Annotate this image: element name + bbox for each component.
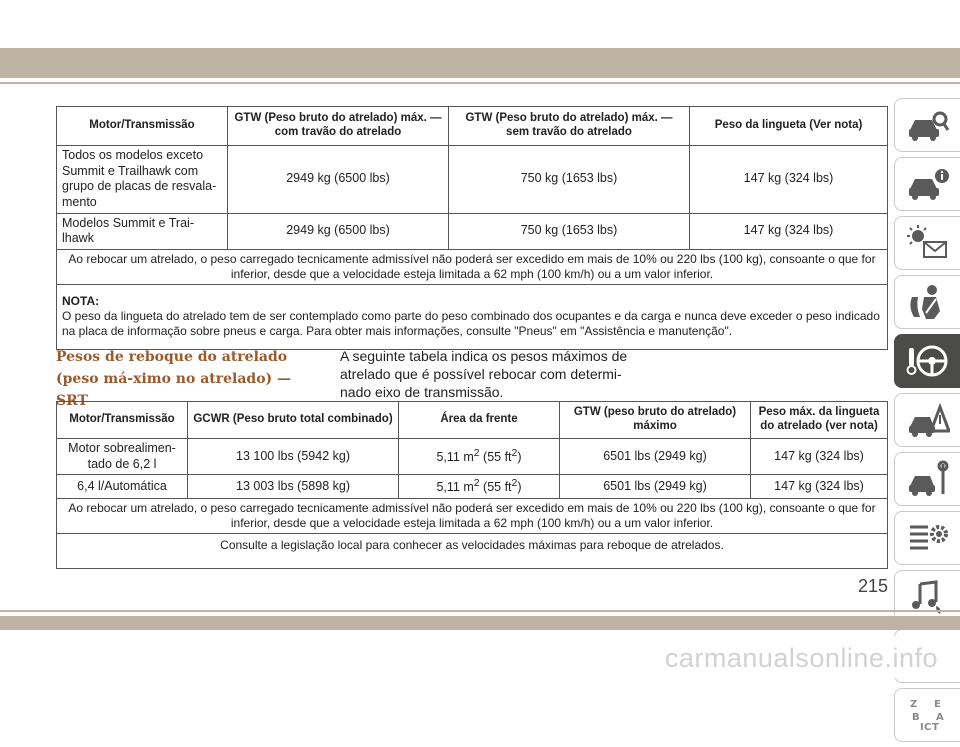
svg-text:C: C <box>923 722 931 733</box>
table-row <box>57 213 888 249</box>
cell-tongue: 147 kg (324 lbs) <box>690 213 888 249</box>
col-header-area: Área da frente <box>399 402 560 439</box>
area-metric: 5,11 m <box>436 450 474 465</box>
tab-warning-lights[interactable] <box>894 216 960 270</box>
area-imperial: (55 ft <box>483 480 512 495</box>
tab-service-maintenance[interactable] <box>894 452 960 506</box>
tab-vehicle-overview[interactable] <box>894 98 960 152</box>
tab-technical-specs[interactable] <box>894 511 960 565</box>
table-note: Ao rebocar um atrelado, o peso carregado tecnicamente admissível não poderá ser excedido em mais de 10% ou 220 lbs (100 kg), consoante o que for inferior, desde que a velocidade esteja limitada a 62 mph (100 km/h) ou a um valor inferior. <box>57 249 888 284</box>
cell-gcwr: 13 100 lbs (5942 kg) <box>188 439 399 475</box>
area-metric: 5,11 m <box>436 480 474 495</box>
table-note-row <box>57 499 888 534</box>
steering-wheel-key-icon <box>906 342 950 380</box>
cell-area <box>399 439 560 475</box>
car-wrench-icon <box>906 460 950 498</box>
cell-gtw: 6501 lbs (2949 kg) <box>560 439 751 475</box>
col-header-gtw: GTW (peso bruto do atrelado) máximo <box>560 402 751 439</box>
cell-motor: 6,4 l/Automática <box>57 475 188 499</box>
table-header-row <box>57 107 888 146</box>
table-note-row <box>57 249 888 284</box>
header-rule <box>0 82 960 84</box>
table-row <box>57 146 888 214</box>
col-header-gcwr: GCWR (Peso bruto total combinado) <box>188 402 399 439</box>
tab-vehicle-info[interactable] <box>894 157 960 211</box>
towing-table-1 <box>56 106 888 350</box>
col-header-tongue: Peso máx. da lingueta do atrelado (ver nota) <box>751 402 888 439</box>
nota-text: O peso da lingueta do atrelado tem de ser contemplado como parte do peso combinado dos ocupantes e da carga e nunca deve exceder o peso indicado na placa de informação sobre pneus e carga. Para obter mais informações, consulte "Pneus" em "Assistência e manutenção". <box>62 309 880 339</box>
superscript: 2 <box>473 478 480 490</box>
area-imperial: (55 ft <box>483 450 512 465</box>
cell-gtw: 6501 lbs (2949 kg) <box>560 475 751 499</box>
site-watermark: carmanualsonline.info <box>664 643 938 673</box>
cell-tongue: 147 kg (324 lbs) <box>690 146 888 214</box>
airbag-seat-icon <box>906 283 950 321</box>
footer-rule <box>0 610 960 612</box>
superscript: 2 <box>473 448 480 460</box>
towing-table-srt <box>56 401 888 569</box>
cell-tongue: 147 kg (324 lbs) <box>751 475 888 499</box>
page-number: 215 <box>858 576 889 596</box>
area-close: ) <box>517 450 522 465</box>
car-info-icon <box>906 165 950 203</box>
superscript: 2 <box>511 448 518 460</box>
cell-gcwr: 13 003 lbs (5898 kg) <box>188 475 399 499</box>
cell-motor: Modelos Summit e Trai-lhawk <box>57 213 228 249</box>
tab-emergencies[interactable] <box>894 393 960 447</box>
nota-cell <box>57 284 888 349</box>
section-heading: Pesos de reboque do atrelado (peso má-ximo no atrelado) — SRT <box>56 349 292 409</box>
col-header-gtw-nobrake: GTW (Peso bruto do atrelado) máx. — sem travão do atrelado <box>449 107 690 146</box>
nota-label: NOTA: <box>62 294 100 309</box>
header-band <box>0 48 960 78</box>
car-magnifier-icon <box>906 106 950 144</box>
table-header-row <box>57 402 888 439</box>
table-note: Ao rebocar um atrelado, o peso carregado tecnicamente admissível não poderá ser excedido em mais de 10% ou 220 lbs (100 kg), consoante o que for inferior, desde que a velocidade esteja limitada a 62 mph (100 km/h) ou a um valor inferior. <box>57 499 888 534</box>
alphabet-index-icon <box>906 696 950 734</box>
table-row <box>57 475 888 499</box>
roadside-warning-icon <box>906 401 950 439</box>
svg-text:B: B <box>911 712 920 723</box>
tab-starting-operating[interactable] <box>894 334 960 388</box>
svg-text:I: I <box>919 722 924 733</box>
svg-text:T: T <box>931 722 939 733</box>
cell-gtw-nobrake: 750 kg (1653 lbs) <box>449 146 690 214</box>
warning-lights-icon <box>906 224 950 262</box>
cell-gtw-brake: 2949 kg (6500 lbs) <box>228 213 449 249</box>
area-close: ) <box>517 480 522 495</box>
cell-area <box>399 475 560 499</box>
col-header-tongue: Peso da lingueta (Ver nota) <box>690 107 888 146</box>
tab-index[interactable] <box>894 688 960 742</box>
cell-tongue: 147 kg (324 lbs) <box>751 439 888 475</box>
specifications-gear-icon <box>906 519 950 557</box>
table-row <box>57 439 888 475</box>
tab-safety[interactable] <box>894 275 960 329</box>
table-nota-row <box>57 284 888 349</box>
footer-band <box>0 616 960 630</box>
cell-motor: Todos os modelos exceto Summit e Trailhawk com grupo de placas de resvala-mento <box>57 146 228 214</box>
superscript: 2 <box>511 478 518 490</box>
svg-text:A: A <box>935 712 944 723</box>
cell-gtw-nobrake: 750 kg (1653 lbs) <box>449 213 690 249</box>
col-header-motor: Motor/Transmissão <box>57 402 188 439</box>
svg-text:Z: Z <box>909 699 917 710</box>
cell-gtw-brake: 2949 kg (6500 lbs) <box>228 146 449 214</box>
cell-motor: Motor sobrealimen-tado de 6,2 l <box>57 439 188 475</box>
section-intro: A seguinte tabela indica os pesos máximos de atrelado que é possível rebocar com determi-nado eixo de transmissão. <box>340 348 628 400</box>
col-header-gtw-brake: GTW (Peso bruto do atrelado) máx. — com travão do atrelado <box>228 107 449 146</box>
svg-text:E: E <box>933 699 941 710</box>
table-note-legislation: Consulte a legislação local para conhecer as velocidades máximas para reboque de atrelados. <box>57 534 888 569</box>
table-note-row <box>57 534 888 569</box>
col-header-motor: Motor/Transmissão <box>57 107 228 146</box>
